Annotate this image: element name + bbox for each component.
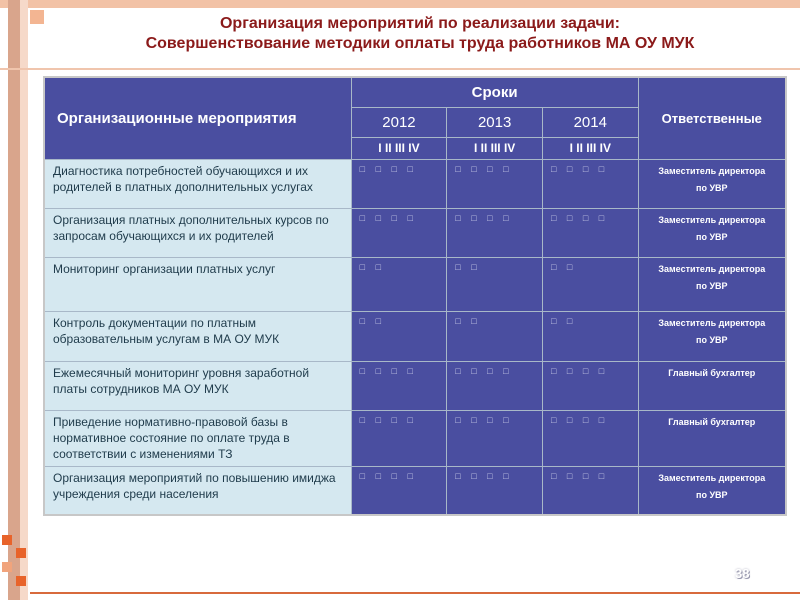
decor-left-bar-light: [20, 0, 28, 600]
table-row: [44, 361, 786, 410]
header-activities: Организационные мероприятия: [44, 77, 351, 159]
quarter-marks-2013: □ □ □ □: [447, 159, 543, 208]
decor-square: [16, 548, 26, 558]
table-row: [44, 410, 786, 466]
header-year-2012: 2012: [351, 107, 447, 137]
responsible-cell: [638, 159, 786, 208]
table-row: [44, 466, 786, 515]
activity-cell: Ежемесячный мониторинг уровня заработной платы сотрудников МА ОУ МУК: [44, 361, 351, 410]
quarter-marks-2012: □ □ □ □: [351, 361, 447, 410]
header-terms: Сроки: [351, 77, 638, 107]
responsible-text: Заместитель директора по УВР: [658, 472, 766, 500]
slide-title: [60, 14, 780, 54]
header-year-2014: 2014: [542, 107, 638, 137]
quarter-marks-2014: □ □ □ □: [542, 466, 638, 515]
quarter-marks-2014: □ □: [542, 257, 638, 311]
quarter-marks-2012: □ □: [351, 311, 447, 361]
quarter-marks-2013: □ □: [447, 311, 543, 361]
header-year-2013: 2013: [447, 107, 543, 137]
activity-cell: Контроль документации по платным образовательным услугам в МА ОУ МУК: [44, 311, 351, 361]
responsible-cell: [638, 208, 786, 257]
decor-bottom-line: [30, 592, 800, 594]
quarter-marks-2014: □ □ □ □: [542, 208, 638, 257]
responsible-cell: [638, 257, 786, 311]
activity-cell: Мониторинг организации платных услуг: [44, 257, 351, 311]
header-quarters: I II III IV: [542, 137, 638, 159]
table-row: [44, 208, 786, 257]
responsible-text: Главный бухгалтер: [668, 367, 756, 378]
responsible-cell: [638, 361, 786, 410]
schedule-table: [43, 76, 787, 516]
decor-top-bar: [0, 0, 800, 8]
quarter-marks-2012: □ □ □ □: [351, 410, 447, 466]
quarter-marks-2012: □ □ □ □: [351, 159, 447, 208]
quarter-marks-2012: □ □ □ □: [351, 208, 447, 257]
header-responsible: Ответственные: [638, 77, 786, 159]
responsible-text: Заместитель директора по УВР: [658, 317, 766, 345]
quarter-marks-2014: □ □ □ □: [542, 410, 638, 466]
decor-square: [16, 576, 26, 586]
responsible-cell: [638, 311, 786, 361]
responsible-text: Заместитель директора по УВР: [658, 165, 766, 193]
table-row: [44, 311, 786, 361]
quarter-marks-2013: □ □ □ □: [447, 361, 543, 410]
quarter-marks-2013: □ □ □ □: [447, 410, 543, 466]
decor-square: [2, 562, 12, 572]
responsible-cell: [638, 466, 786, 515]
activity-cell: Приведение нормативно-правовой базы в нормативное состояние по оплате труда в соответствии с изменениями ТЗ: [44, 410, 351, 466]
quarter-marks-2013: □ □ □ □: [447, 208, 543, 257]
quarter-marks-2012: □ □: [351, 257, 447, 311]
responsible-text: Главный бухгалтер: [668, 416, 756, 427]
quarter-marks-2014: □ □: [542, 311, 638, 361]
table-row: [44, 159, 786, 208]
decor-square: [2, 535, 12, 545]
quarter-marks-2013: □ □ □ □: [447, 466, 543, 515]
slide-title-line1: Организация мероприятий по реализации задачи:: [219, 15, 620, 32]
quarter-marks-2013: □ □: [447, 257, 543, 311]
quarter-marks-2014: □ □ □ □: [542, 361, 638, 410]
quarter-marks-2012: □ □ □ □: [351, 466, 447, 515]
responsible-cell: [638, 410, 786, 466]
decor-title-divider: [0, 68, 800, 70]
slide-title-line2: Совершенствование методики оплаты труда работников МА ОУ МУК: [145, 35, 695, 52]
responsible-text: Заместитель директора по УВР: [658, 263, 766, 291]
quarter-marks-2014: □ □ □ □: [542, 159, 638, 208]
activity-cell: Диагностика потребностей обучающихся и их родителей в платных дополнительных услугах: [44, 159, 351, 208]
header-quarters: I II III IV: [447, 137, 543, 159]
activity-cell: Организация платных дополнительных курсов по запросам обучающихся и их родителей: [44, 208, 351, 257]
activity-cell: Организация мероприятий по повышению имиджа учреждения среди населения: [44, 466, 351, 515]
responsible-text: Заместитель директора по УВР: [658, 214, 766, 242]
decor-square: [30, 10, 44, 24]
table-row: [44, 257, 786, 311]
decor-left-bar: [8, 0, 20, 600]
page-number: 38: [735, 566, 750, 581]
header-quarters: I II III IV: [351, 137, 447, 159]
